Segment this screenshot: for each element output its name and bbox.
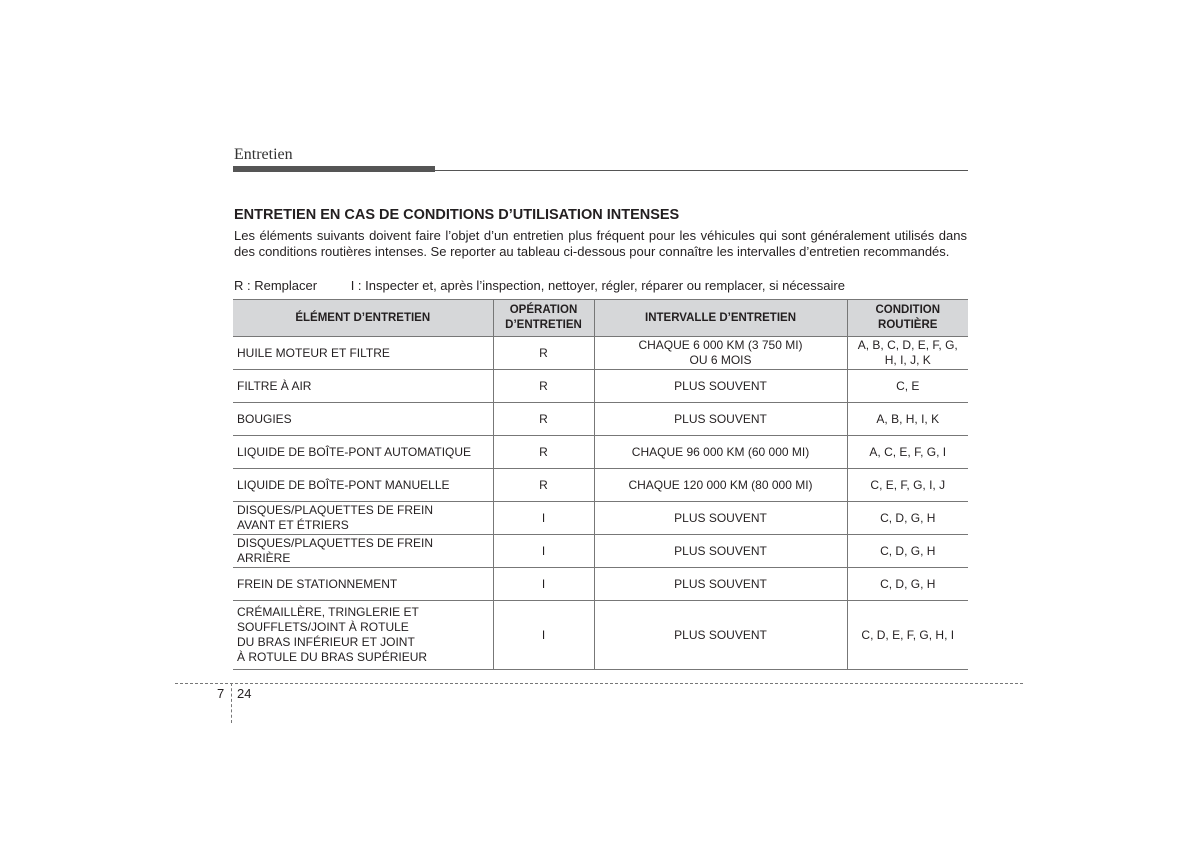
legend-inspect: I : Inspecter et, après l’inspection, nettoyer, régler, réparer ou remplacer, si nécessaire	[350, 278, 845, 293]
cell-interval: PLUS SOUVENT	[594, 568, 847, 601]
cell-operation: I	[493, 601, 594, 670]
cell-interval: PLUS SOUVENT	[594, 502, 847, 535]
header-interval: INTERVALLE D’ENTRETIEN	[594, 300, 847, 337]
cell-interval: PLUS SOUVENT	[594, 403, 847, 436]
maintenance-table	[233, 299, 968, 670]
header-rule-thin	[233, 170, 968, 171]
cell-element: DISQUES/PLAQUETTES DE FREIN AVANT ET ÉTRIERS	[233, 502, 493, 535]
table-row	[233, 502, 968, 535]
cell-element: LIQUIDE DE BOÎTE-PONT MANUELLE	[233, 469, 493, 502]
table-row	[233, 370, 968, 403]
cell-condition: C, D, G, H	[847, 568, 968, 601]
cell-element: DISQUES/PLAQUETTES DE FREIN ARRIÈRE	[233, 535, 493, 568]
cell-element: HUILE MOTEUR ET FILTRE	[233, 337, 493, 370]
table-row	[233, 337, 968, 370]
cell-operation: I	[493, 568, 594, 601]
cell-interval: CHAQUE 96 000 KM (60 000 MI)	[594, 436, 847, 469]
cell-interval: PLUS SOUVENT	[594, 370, 847, 403]
table-header-row	[233, 300, 968, 337]
cell-element: LIQUIDE DE BOÎTE-PONT AUTOMATIQUE	[233, 436, 493, 469]
cell-interval: PLUS SOUVENT	[594, 535, 847, 568]
table-row	[233, 601, 968, 670]
cell-operation: R	[493, 370, 594, 403]
table-row	[233, 436, 968, 469]
cell-interval: CHAQUE 120 000 KM (80 000 MI)	[594, 469, 847, 502]
legend	[234, 278, 845, 293]
cell-condition: A, B, C, D, E, F, G, H, I, J, K	[847, 337, 968, 370]
cell-operation: I	[493, 535, 594, 568]
cell-condition: C, D, G, H	[847, 535, 968, 568]
table-row	[233, 469, 968, 502]
cell-condition: A, C, E, F, G, I	[847, 436, 968, 469]
cell-element: FREIN DE STATIONNEMENT	[233, 568, 493, 601]
cell-operation: R	[493, 403, 594, 436]
cell-element: FILTRE À AIR	[233, 370, 493, 403]
table-row	[233, 535, 968, 568]
cell-operation: R	[493, 436, 594, 469]
legend-replace: R : Remplacer	[234, 278, 318, 293]
cell-element: BOUGIES	[233, 403, 493, 436]
footer-dashed-divider	[231, 683, 232, 723]
section-title: ENTRETIEN EN CAS DE CONDITIONS D’UTILISATION INTENSES	[234, 207, 680, 223]
table-row	[233, 403, 968, 436]
cell-condition: C, E, F, G, I, J	[847, 469, 968, 502]
cell-interval: CHAQUE 6 000 KM (3 750 MI) OU 6 MOIS	[594, 337, 847, 370]
header-element: ÉLÉMENT D’ENTRETIEN	[233, 300, 493, 337]
table-row	[233, 568, 968, 601]
cell-operation: R	[493, 469, 594, 502]
cell-condition: C, D, E, F, G, H, I	[847, 601, 968, 670]
page-number: 24	[237, 686, 252, 701]
cell-condition: A, B, H, I, K	[847, 403, 968, 436]
section-number: 7	[217, 686, 225, 701]
header-operation: OPÉRATION D’ENTRETIEN	[493, 300, 594, 337]
header-title: Entretien	[234, 146, 293, 163]
cell-operation: I	[493, 502, 594, 535]
cell-interval: PLUS SOUVENT	[594, 601, 847, 670]
cell-condition: C, E	[847, 370, 968, 403]
cell-condition: C, D, G, H	[847, 502, 968, 535]
footer-dashed-rule	[175, 683, 1023, 684]
intro-paragraph: Les éléments suivants doivent faire l’objet d’un entretien plus fréquent pour les véhicules qui sont généralement utilisés dans des conditions routières intenses. Se reporter au tableau ci-dessous pour connaître les intervalles d’entretien recommandés.	[234, 228, 967, 259]
cell-element: CRÉMAILLÈRE, TRINGLERIE ET SOUFFLETS/JOINT À ROTULE DU BRAS INFÉRIEUR ET JOINT À ROTULE DU BRAS SUPÉRIEUR	[233, 601, 493, 670]
cell-operation: R	[493, 337, 594, 370]
header-rule-thick	[233, 166, 435, 172]
header-condition: CONDITION ROUTIÈRE	[847, 300, 968, 337]
